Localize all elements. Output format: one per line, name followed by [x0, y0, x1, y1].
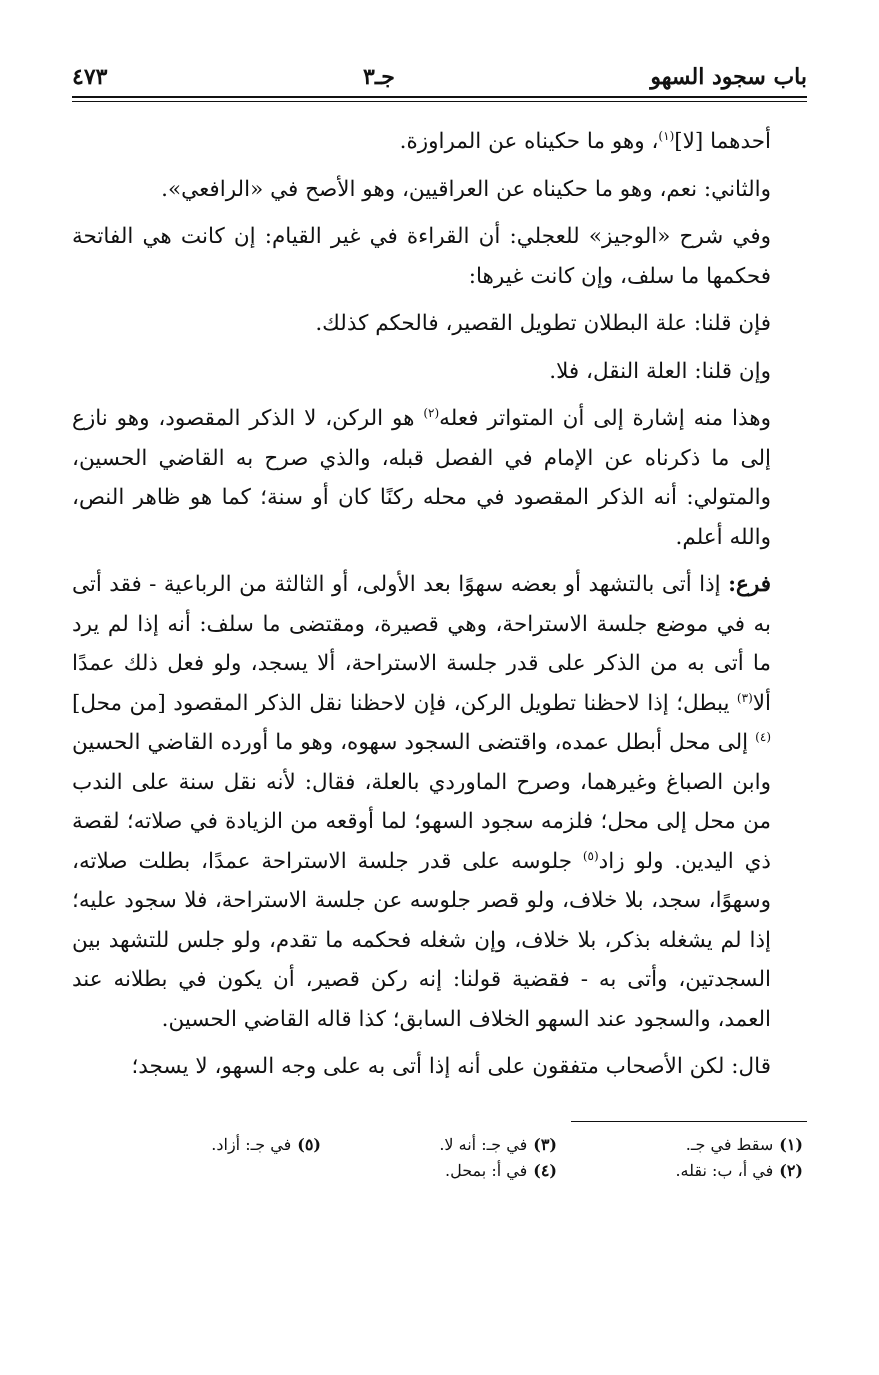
footnote-column-2: [331, 1132, 557, 1184]
footnote-ref-1[interactable]: (١): [658, 128, 675, 143]
page-number: ٤٧٣: [72, 64, 108, 90]
footnote-ref-4[interactable]: (٤): [755, 729, 771, 744]
paragraph-6: وهذا منه إشارة إلى أن المتواتر فعله$^{(٢)}$ هو الركن، لا الذكر المقصود، وهو نازع إلى ما ذكرناه عن الإمام في الفصل قبله، والذي صرح به القاضي الحسين، والمتولي: أنه الذكر المقصود في محله ركنًا كان أو سنة؛ كما هو ظاهر النص، والله أعلم.: [72, 405, 771, 550]
header-rule: [72, 96, 807, 98]
main-text: [72, 122, 807, 1087]
header-rule-thin: [72, 101, 807, 102]
footnote-4: (٤)في أ: بمحل.: [445, 1160, 557, 1180]
footnote-ref-2[interactable]: (٢): [423, 405, 440, 420]
paragraph-5: وإن قلنا: العلة النقل، فلا.: [549, 358, 771, 384]
footnote-2: (٢)في أ، ب: نقله.: [675, 1160, 803, 1180]
footnote-5: (٥)في جـ: أزاد.: [211, 1134, 321, 1154]
chapter-title: باب سجود السهو: [650, 64, 807, 90]
footnote-ref-5[interactable]: (٥): [582, 848, 599, 863]
footnote-column-3: [72, 1132, 321, 1184]
paragraph-8: قال: لكن الأصحاب متفقون على أنه إذا أتى به على وجه السهو، لا يسجد؛: [131, 1054, 771, 1079]
paragraph-1: أحدهما [لا]$^{(١)}$، وهو ما حكيناه عن المراوزة.: [399, 128, 771, 154]
footnote-1: (١)سقط في جـ.: [685, 1134, 803, 1154]
section-label: فرع:: [728, 572, 771, 597]
footnote-ref-3[interactable]: (٣): [736, 690, 753, 705]
running-header: [72, 52, 807, 90]
paragraph-7: فرع: إذا أتى بالتشهد أو بعضه سهوًا بعد الأولى، أو الثالثة من الرباعية - فقد أتى به في موضع جلسة الاستراحة، وهي قصيرة، ومقتضى ما سلف: أنه إذا لم يرد ما أتى به من الذكر على قدر جلسة الاستراحة، ألا يسجد، ولو فعل ذلك عمدًا ألا$^{(٣)}$ يبطل؛ إذا لاحظنا تطويل الركن، فإن لاحظنا نقل الذكر المقصود [من محل]$^{(٤)}$ إلى محل أبطل عمده، واقتضى السجود سهوه، وهو ما أورده القاضي الحسين وابن الصباغ وغيرهما، وصرح الماوردي بالعلة، فقال: لأنه نقل سنة على الندب من محل إلى محل؛ فلزمه سجود السهو؛ لما أوقعه من الزيادة في صلاته؛ لقصة ذي اليدين. ولو زاد$^{(٥)}$ جلوسه على قدر جلسة الاستراحة عمدًا، بطلت صلاته، وسهوًا، سجد، بلا خلاف، ولو قصر جلوسه عن جلسة الاستراحة، فلا سجود عليه؛ إذا لم يشغله بذكر، بلا خلاف، وإن شغله فحكمه ما تقدم، ولو جلس للتشهد بين السجدتين، وأتى به - فقضية قولنا: إنه ركن قصير، أن يكون في بطلانه عند العمد، والسجود عند السهو الخلاف السابق؛ كذا قاله القاضي الحسين.: [72, 572, 772, 1032]
paragraph-4: فإن قلنا: علة البطلان تطويل القصير، فالحكم كذلك.: [315, 311, 771, 336]
footnotes: [72, 1132, 807, 1184]
footnote-3: (٣)في جـ: أنه لا.: [439, 1134, 557, 1154]
paragraph-3: وفي شرح «الوجيز» للعجلي: أن القراءة في غير القيام: إن كانت هي الفاتحة فحكمها ما سلف، وإن كانت غيرها:: [72, 224, 771, 289]
footnote-column-1: [567, 1132, 803, 1184]
footnote-separator: [72, 1121, 807, 1122]
paragraph-2: والثاني: نعم، وهو ما حكيناه عن العراقيين، وهو الأصح في «الرافعي».: [161, 176, 771, 202]
volume-label: جـ٣: [362, 64, 395, 90]
